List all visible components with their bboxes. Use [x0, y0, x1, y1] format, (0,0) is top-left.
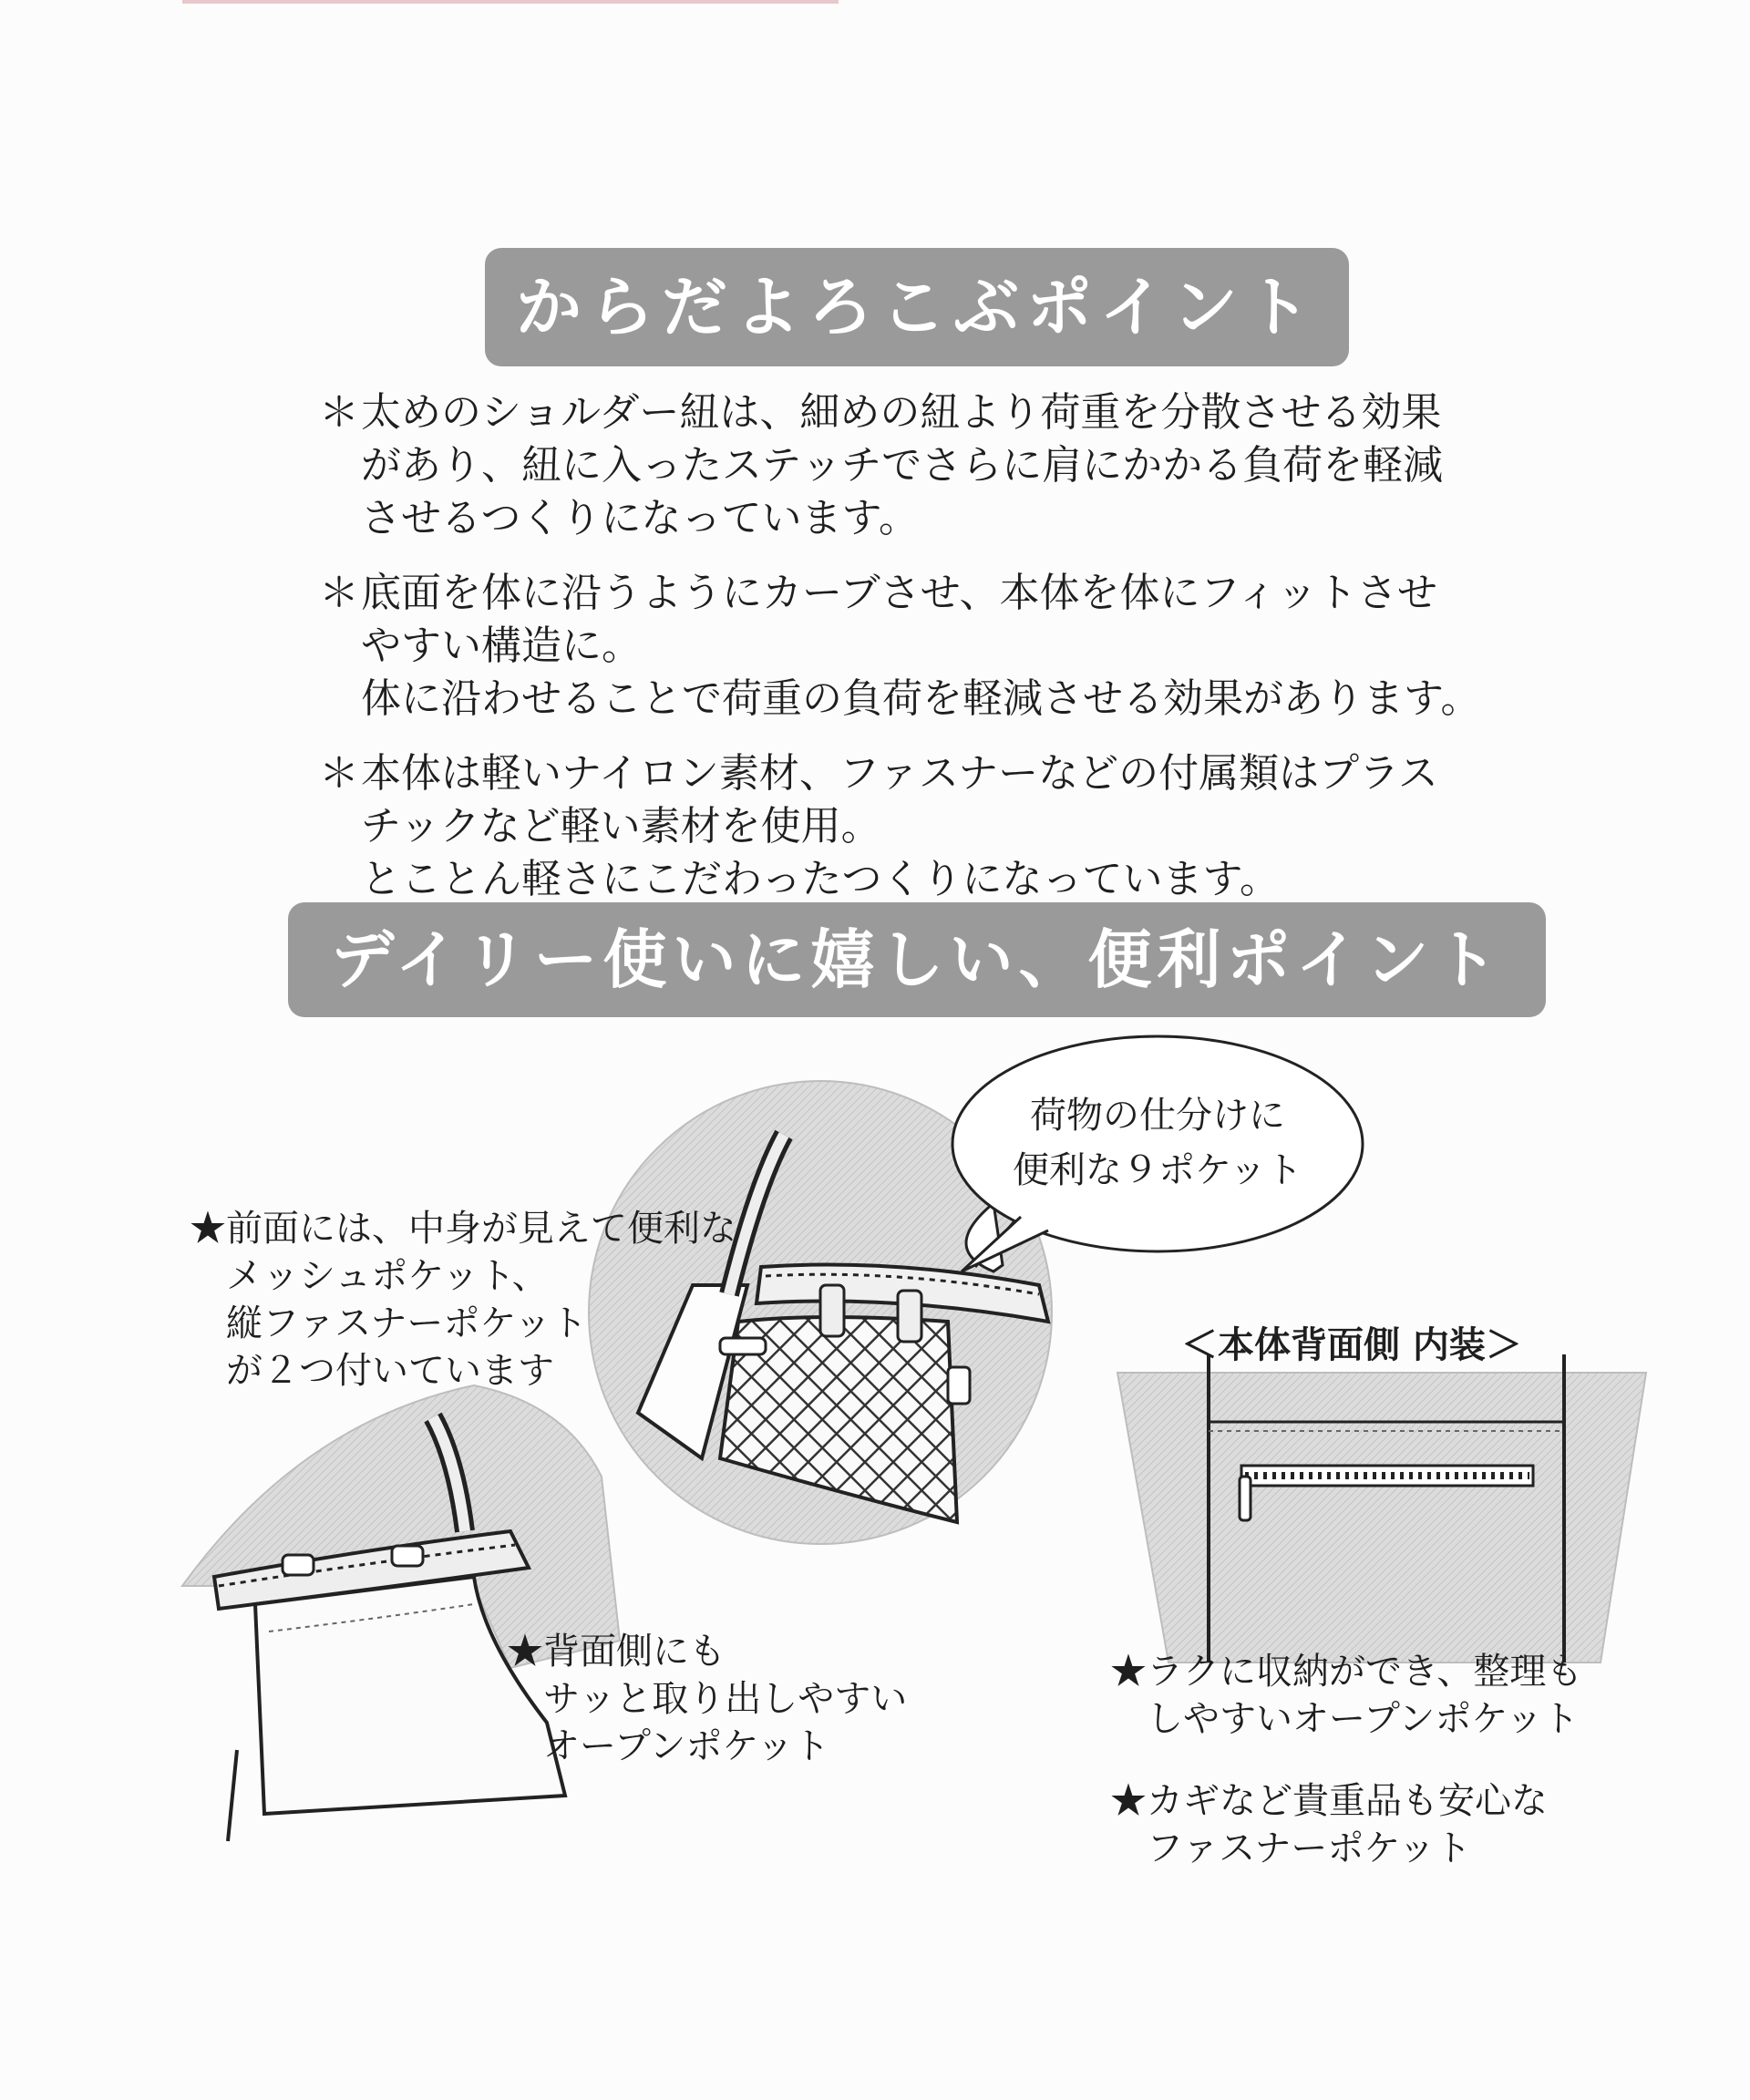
bullet-line: 体に沿わせることで荷重の負荷を軽減させる効果があります。 — [361, 675, 1481, 722]
bullet-line: 底面を体に沿うようにカーブさせ、本体を体にフィットさせ — [361, 570, 1437, 616]
back-pocket-note — [507, 1628, 907, 1770]
asterisk-icon: ＊ — [319, 389, 359, 436]
bullet-line: やすい構造に。 — [361, 623, 642, 669]
note-line: サッと取り出しやすい — [543, 1678, 908, 1720]
section1-heading: からだよろこぶポイント — [485, 248, 1349, 366]
back-pocket-illustration — [182, 1385, 620, 1841]
note-line: が２つ付いています — [226, 1350, 554, 1392]
bullet-line: させるつくりになっています。 — [361, 495, 920, 541]
asterisk-icon: ＊ — [319, 750, 359, 797]
bullet-line: 本体は軽いナイロン素材、ファスナーなどの付属類はプラス — [361, 750, 1438, 797]
bubble-line: 荷物の仕分けに — [1030, 1095, 1285, 1137]
speech-bubble-text — [975, 1088, 1340, 1198]
bullet-line: チックなど軽い素材を使用。 — [361, 803, 881, 849]
inner-open-pocket-note — [1110, 1648, 1582, 1743]
note-line: メッシュポケット、 — [226, 1255, 549, 1297]
note-line: ★前面には、中身が見えて便利な — [190, 1208, 736, 1250]
inner-pocket-illustration — [1117, 1354, 1646, 1662]
inner-view-label: ＜本体背面側 内装＞ — [1181, 1323, 1522, 1366]
note-line: ★背面側にも — [507, 1631, 726, 1673]
note-line: ★ラクに収納ができ、整理も — [1110, 1651, 1583, 1693]
bubble-line: 便利な９ポケット — [1013, 1149, 1302, 1191]
bullet-line: 太めのショルダー紐は、細めの紐より荷重を分散させる効果 — [361, 389, 1442, 436]
note-line: しやすいオープンポケット — [1147, 1698, 1580, 1740]
bullet-line: とことん軽さにこだわったつくりになっています。 — [361, 856, 1281, 902]
section2-heading: デイリー使いに嬉しい、便利ポイント — [288, 902, 1546, 1017]
note-line: ★カギなど貴重品も安心な — [1110, 1780, 1548, 1822]
note-line: 縦ファスナーポケット — [226, 1302, 588, 1344]
inner-zip-pocket-note — [1110, 1777, 1548, 1872]
note-line: オープンポケット — [543, 1725, 830, 1767]
bullet-line: があり、紐に入ったステッチでさらに肩にかかる負荷を軽減 — [361, 442, 1444, 489]
asterisk-icon: ＊ — [319, 570, 359, 616]
note-line: ファスナーポケット — [1147, 1827, 1472, 1869]
front-pocket-note — [190, 1205, 736, 1395]
